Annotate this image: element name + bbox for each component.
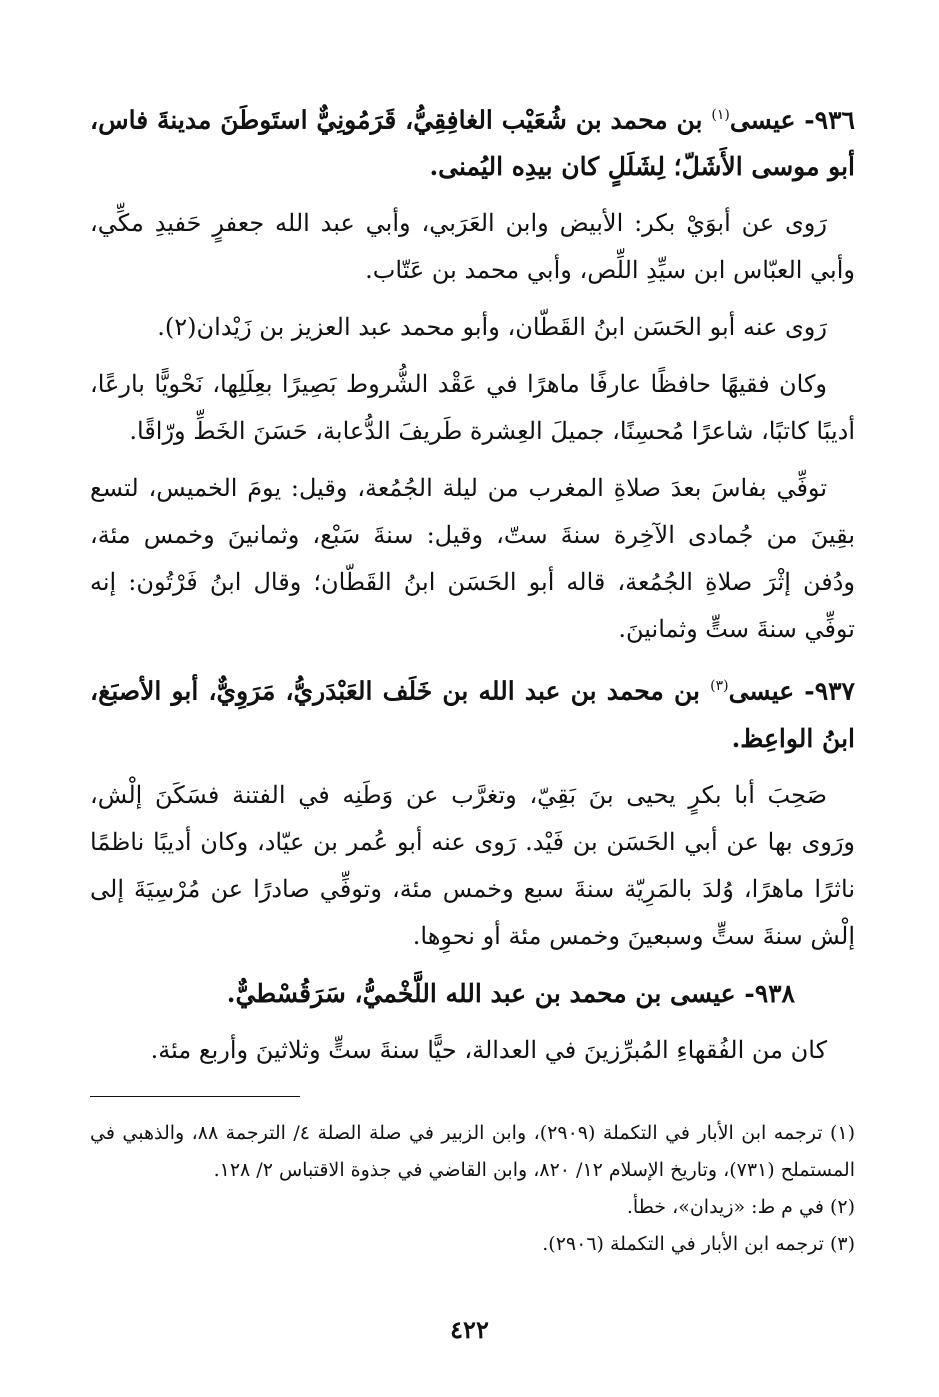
entry-heading-text: بن محمد بن عبد الله اللَّخْميُّ، سَرَقُسْطيٌّ. bbox=[226, 978, 662, 1008]
entry-heading-text: بن محمد بن عبد الله بن خَلَف العَبْدَريُّ، مَرَوِيٌّ، أبو الأصبَغ، ابنُ الواعِظ. bbox=[90, 676, 855, 753]
paragraph: توفِّي بفاسَ بعدَ صلاةِ المغرب من ليلة الجُمُعة، وقيل: يومَ الخميس، لتسع بقِينَ من جُمادى الآخِرة سنةَ ستّ، وقيل: سنةَ سَبْع، وثمانينَ وخمس مئة، ودُفن إثْرَ صلاةِ الجُمُعة، قاله أبو الحَسَن ابنُ القَطّان؛ وقال ابنُ فَرْتُون: إنه توفِّي سنةَ ستٍّ وثمانينَ. bbox=[90, 474, 855, 644]
paragraph: رَوى عنه أبو الحَسَن ابنُ القَطّان، وأبو محمد عبد العزيز بن زَيْدان(٢). bbox=[157, 313, 827, 342]
entry-name: عيسى bbox=[728, 676, 795, 706]
page-number: ٤٢٢ bbox=[450, 1315, 489, 1344]
footnote: (٢) في م ط: «زيدان»، خطأ. bbox=[626, 1195, 855, 1218]
footnote: (١) ترجمه ابن الأبار في التكملة (٢٩٠٩)، وابن الزبير في صلة الصلة ٤/ الترجمة ٨٨، والذهبي في المستملح (٧٣١)، وتاريخ الإسلام ١٢/ ٨٢٠، وابن القاضي في جذوة الاقتباس ٢/ ١٢٨. bbox=[90, 1121, 856, 1181]
footnote-ref: (١) bbox=[711, 107, 730, 123]
paragraph: وكان فقيهًا حافظًا عارفًا ماهرًا في عَقْد الشُّروط بَصِيرًا بعِلَلِها، نَحْويًّا بارعًا، أديبًا كاتبًا، شاعرًا مُحسِنًا، جميلَ العِشرة طَريفَ الدُّعابة، حَسَنَ الخَطِّ ورّاقًا. bbox=[90, 370, 855, 446]
entry-number: ٩٣٨ bbox=[754, 978, 795, 1008]
paragraph: رَوى عن أبوَيْ بكر: الأبيض وابن العَرَبي، وأبي عبد الله جعفرٍ حَفيدِ مكِّي، وأبي العبّاس ابن سيِّدِ اللِّص، وأبي محمد بن عَتّاب. bbox=[90, 209, 855, 285]
footnote-ref: (٣) bbox=[710, 678, 729, 695]
entry-number: ٩٣٧ bbox=[814, 676, 855, 706]
entry-heading-text: بن محمد بن شُعَيْب الغافِقِيُّ، قَرَمُونِيٌّ استَوطَنَ مدينةَ فاس، أبو موسى الأَشَلّ؛ لِشَلَلٍ كان بيدِه اليُمنى. bbox=[90, 105, 855, 182]
entry-number: ٩٣٦ bbox=[814, 105, 855, 135]
paragraph: كان من الفُقهاءِ المُبرِّزينَ في العدالة، حيًّا سنةَ ستٍّ وثلاثينَ وأربع مئة. bbox=[150, 1035, 827, 1064]
entry-name: عيسى bbox=[670, 978, 736, 1008]
footnote-divider bbox=[90, 1096, 300, 1097]
entry-name: عيسى bbox=[729, 105, 796, 135]
footnote: (٣) ترجمه ابن الأبار في التكملة (٢٩٠٦). bbox=[542, 1232, 855, 1255]
entry-heading-936: ٩٣٦- عيسى$^{(١)}$ بن محمد بن شُعَيْب الغافِقِيُّ، قَرَمُونِيٌّ استَوطَنَ مدينةَ فاس، أبو موسى الأَشَلّ؛ لِشَلَلٍ كان بيدِه اليُمنى. bbox=[90, 105, 855, 182]
entry-heading-938: ٩٣٨- عيسى بن محمد بن عبد الله اللَّخْميُّ، سَرَقُسْطيٌّ. bbox=[226, 978, 795, 1008]
paragraph: صَحِبَ أبا بكرٍ يحيى بنَ بَقِيّ، وتغرَّب عن وَطَنِه في الفتنة فسَكَنَ إلْش، ورَوى بها عن أبي الحَسَن بن فَيْد. رَوى عنه أبو عُمر بن عيّاد، وكان أديبًا ناظمًا ناثرًا ماهرًا، وُلدَ بالمَرِيّة سنةَ سبع وخمس مئة، وتوفِّي صادرًا عن مُرْسِيَةَ إلى إلْش سنةَ ستٍّ وسبعينَ وخمس مئة أو نحوِها. bbox=[90, 780, 856, 950]
entry-heading-937: ٩٣٧- عيسى$^{(٣)}$ بن محمد بن عبد الله بن خَلَف العَبْدَريُّ، مَرَوِيٌّ، أبو الأصبَغ، ابنُ الواعِظ. bbox=[90, 676, 855, 753]
